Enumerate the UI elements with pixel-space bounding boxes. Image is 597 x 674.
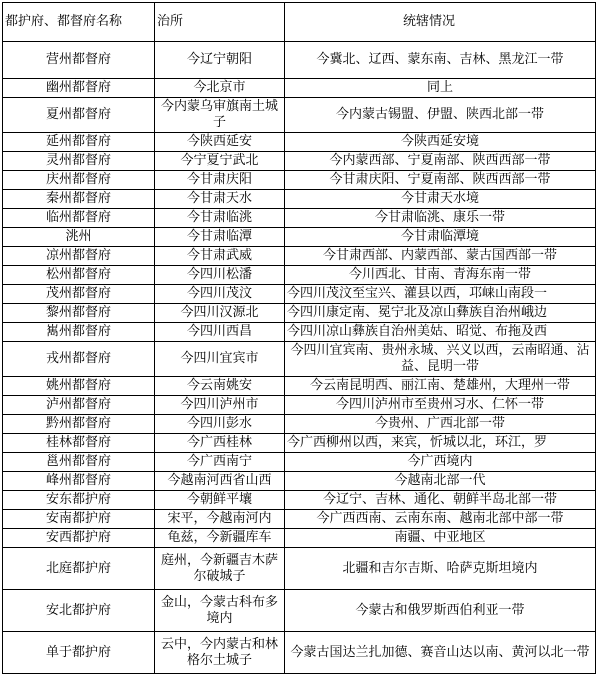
name-cell: 庆州都督府 bbox=[3, 171, 155, 190]
table-row bbox=[3, 79, 596, 98]
seat-cell: 今四川西昌 bbox=[155, 323, 285, 342]
seat-cell: 今甘肃临洮 bbox=[155, 209, 285, 228]
seat-cell: 今四川松潘 bbox=[155, 266, 285, 285]
jurisdiction-cell: 今甘肃西部、内蒙西部、蒙古国西部一带 bbox=[285, 247, 596, 266]
name-cell: 安东都护府 bbox=[3, 491, 155, 510]
table-row bbox=[3, 171, 596, 190]
seat-cell: 今云南姚安 bbox=[155, 377, 285, 396]
table-row bbox=[3, 152, 596, 171]
jurisdiction-cell: 北疆和吉尔吉斯、哈萨克斯坦境内 bbox=[285, 548, 596, 590]
jurisdiction-cell: 今辽宁、吉林、通化、朝鲜半岛北部一带 bbox=[285, 491, 596, 510]
jurisdiction-cell: 今甘肃临潭境 bbox=[285, 228, 596, 247]
name-cell: 安西都护府 bbox=[3, 529, 155, 548]
table-row bbox=[3, 285, 596, 304]
jurisdiction-cell: 今越南北部一代 bbox=[285, 472, 596, 491]
seat-cell: 今甘肃天水 bbox=[155, 190, 285, 209]
seat-cell: 金山，今蒙古科布多境内 bbox=[155, 590, 285, 632]
seat-cell: 宋平，今越南河内 bbox=[155, 510, 285, 529]
seat-cell: 今广西桂林 bbox=[155, 434, 285, 453]
jurisdiction-cell: 今冀北、辽西、蒙东南、吉林、黑龙江一带 bbox=[285, 42, 596, 79]
table-row bbox=[3, 304, 596, 323]
jurisdiction-cell: 今内蒙古锡盟、伊盟、陕西北部一带 bbox=[285, 98, 596, 133]
seat-cell: 今甘肃庆阳 bbox=[155, 171, 285, 190]
jurisdiction-cell: 今蒙古国达兰扎加德、赛音山达以南、黄河以北一带 bbox=[285, 632, 596, 674]
seat-cell: 今陕西延安 bbox=[155, 133, 285, 152]
name-cell: 夏州都督府 bbox=[3, 98, 155, 133]
name-cell: 灵州都督府 bbox=[3, 152, 155, 171]
seat-cell: 今甘肃武威 bbox=[155, 247, 285, 266]
jurisdiction-cell: 今云南昆明西、丽江南、楚雄州，大理州一带 bbox=[285, 377, 596, 396]
seat-cell: 今四川彭水 bbox=[155, 415, 285, 434]
table-row bbox=[3, 434, 596, 453]
seat-cell: 今四川泸州市 bbox=[155, 396, 285, 415]
jurisdiction-cell: 今四川康定南、冕宁北及凉山彝族自治州峨边 bbox=[285, 304, 596, 323]
name-cell: 临州都督府 bbox=[3, 209, 155, 228]
seat-cell: 今甘肃临潭 bbox=[155, 228, 285, 247]
name-cell: 北庭都护府 bbox=[3, 548, 155, 590]
jurisdiction-cell: 今四川凉山彝族自治州美姑、昭觉、布拖及西 bbox=[285, 323, 596, 342]
table-row bbox=[3, 98, 596, 133]
table-row bbox=[3, 342, 596, 377]
table-row bbox=[3, 510, 596, 529]
jurisdiction-cell: 今四川泸州市至贵州习水、仁怀一带 bbox=[285, 396, 596, 415]
jurisdiction-cell: 今甘肃天水境 bbox=[285, 190, 596, 209]
name-cell: 单于都护府 bbox=[3, 632, 155, 674]
header-jurisdiction: 统辖情况 bbox=[285, 3, 596, 42]
header-row bbox=[3, 3, 596, 42]
name-cell: 桂林都督府 bbox=[3, 434, 155, 453]
table-row bbox=[3, 190, 596, 209]
table-row bbox=[3, 415, 596, 434]
seat-cell: 云中，今内蒙古和林格尔土城子 bbox=[155, 632, 285, 674]
name-cell: 洮州 bbox=[3, 228, 155, 247]
table-row bbox=[3, 377, 596, 396]
name-cell: 营州都督府 bbox=[3, 42, 155, 79]
name-cell: 延州都督府 bbox=[3, 133, 155, 152]
table-row bbox=[3, 548, 596, 590]
table-row bbox=[3, 491, 596, 510]
jurisdiction-cell: 今川西北、甘南、青海东南一带 bbox=[285, 266, 596, 285]
jurisdiction-cell: 今内蒙西部、宁夏南部、陕西西部一带 bbox=[285, 152, 596, 171]
seat-cell: 庭州，今新疆吉木萨尔破城子 bbox=[155, 548, 285, 590]
table-row bbox=[3, 247, 596, 266]
name-cell: 凉州都督府 bbox=[3, 247, 155, 266]
jurisdiction-cell: 今广西境内 bbox=[285, 453, 596, 472]
jurisdiction-cell: 今陕西延安境 bbox=[285, 133, 596, 152]
table-row bbox=[3, 590, 596, 632]
seat-cell: 今四川汉源北 bbox=[155, 304, 285, 323]
seat-cell: 今内蒙乌审旗南土城子 bbox=[155, 98, 285, 133]
jurisdiction-cell: 今广西西南、云南东南、越南北部中部一带 bbox=[285, 510, 596, 529]
table-row bbox=[3, 323, 596, 342]
name-cell: 邕州都督府 bbox=[3, 453, 155, 472]
seat-cell: 龟兹，今新疆库车 bbox=[155, 529, 285, 548]
name-cell: 戎州都督府 bbox=[3, 342, 155, 377]
table-row bbox=[3, 266, 596, 285]
name-cell: 嶲州都督府 bbox=[3, 323, 155, 342]
jurisdiction-cell: 今贵州、广西北部一带 bbox=[285, 415, 596, 434]
name-cell: 秦州都督府 bbox=[3, 190, 155, 209]
jurisdiction-cell: 同上 bbox=[285, 79, 596, 98]
header-seat: 治所 bbox=[155, 3, 285, 42]
table-row bbox=[3, 453, 596, 472]
seat-cell: 今北京市 bbox=[155, 79, 285, 98]
jurisdiction-cell: 今蒙古和俄罗斯西伯利亚一带 bbox=[285, 590, 596, 632]
seat-cell: 今朝鲜平壤 bbox=[155, 491, 285, 510]
seat-cell: 今四川宜宾市 bbox=[155, 342, 285, 377]
name-cell: 松州都督府 bbox=[3, 266, 155, 285]
table-row bbox=[3, 529, 596, 548]
table-row bbox=[3, 396, 596, 415]
jurisdiction-cell: 今甘肃临洮、康乐一带 bbox=[285, 209, 596, 228]
jurisdiction-cell: 今四川宜宾南、贵州永城、兴义以西，云南昭通、沾益、昆明一带 bbox=[285, 342, 596, 377]
name-cell: 安北都护府 bbox=[3, 590, 155, 632]
header-name: 都护府、都督府名称 bbox=[3, 3, 155, 42]
name-cell: 泸州都督府 bbox=[3, 396, 155, 415]
name-cell: 黔州都督府 bbox=[3, 415, 155, 434]
name-cell: 安南都护府 bbox=[3, 510, 155, 529]
seat-cell: 今四川茂汶 bbox=[155, 285, 285, 304]
protectorates-table bbox=[2, 2, 596, 674]
jurisdiction-cell: 今甘肃庆阳、宁夏南部、陕西西部一带 bbox=[285, 171, 596, 190]
name-cell: 峰州都督府 bbox=[3, 472, 155, 491]
jurisdiction-cell: 南疆、中亚地区 bbox=[285, 529, 596, 548]
name-cell: 黎州都督府 bbox=[3, 304, 155, 323]
jurisdiction-cell: 今四川茂汶至宝兴、灌县以西，邛崃山南段一 bbox=[285, 285, 596, 304]
jurisdiction-cell: 今广西柳州以西，来宾，忻城以北，环江，罗 bbox=[285, 434, 596, 453]
seat-cell: 今广西南宁 bbox=[155, 453, 285, 472]
table-row bbox=[3, 472, 596, 491]
table-row bbox=[3, 42, 596, 79]
table-row bbox=[3, 228, 596, 247]
table-row bbox=[3, 209, 596, 228]
seat-cell: 今宁夏宁武北 bbox=[155, 152, 285, 171]
name-cell: 茂州都督府 bbox=[3, 285, 155, 304]
seat-cell: 今越南河西省山西 bbox=[155, 472, 285, 491]
name-cell: 幽州都督府 bbox=[3, 79, 155, 98]
seat-cell: 今辽宁朝阳 bbox=[155, 42, 285, 79]
table-row bbox=[3, 133, 596, 152]
name-cell: 姚州都督府 bbox=[3, 377, 155, 396]
table-row bbox=[3, 632, 596, 674]
